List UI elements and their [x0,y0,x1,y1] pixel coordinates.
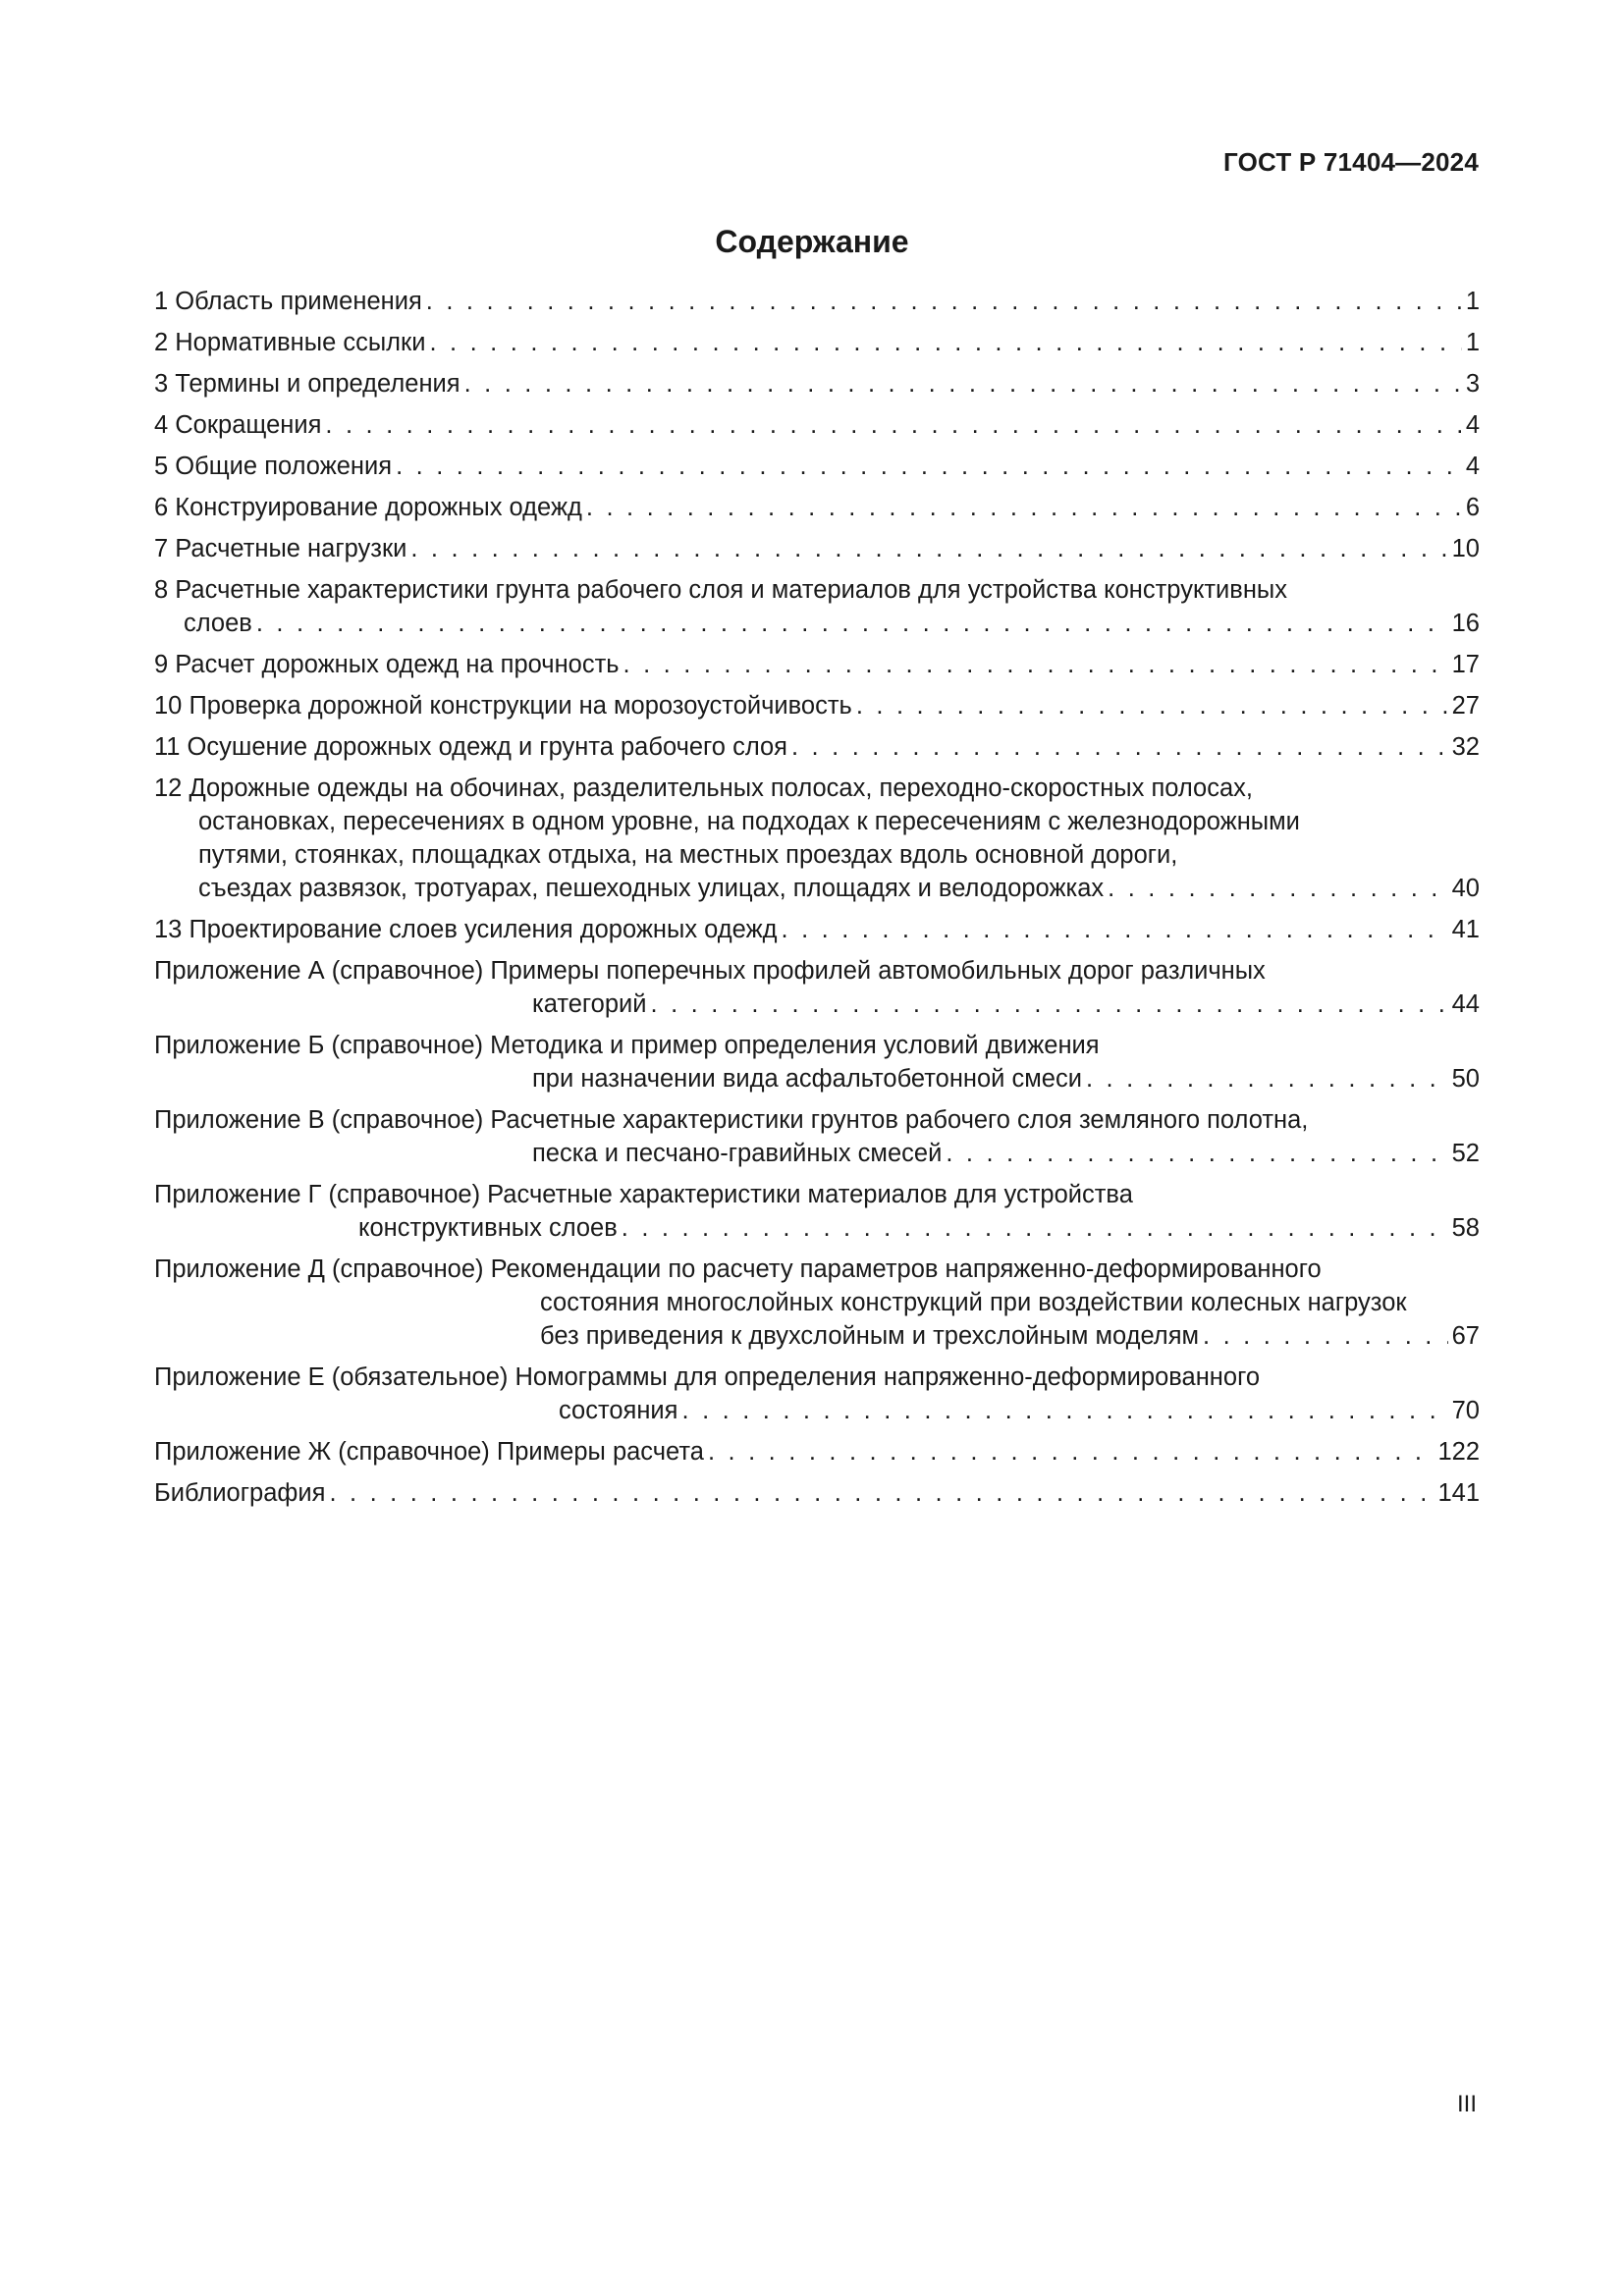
toc-entry[interactable] [154,573,1480,640]
toc-entry-line [154,285,1480,318]
toc-page-number: 17 [1451,651,1480,678]
document-code: ГОСТ Р 71404—2024 [1223,147,1479,177]
toc-title: Содержание [715,224,909,259]
dot-leader [1086,1062,1448,1095]
toc-page-number: 1 [1465,288,1480,315]
toc-page-number: 122 [1437,1438,1480,1466]
toc-entry[interactable] [154,954,1480,1021]
toc-entry-line [154,326,1480,359]
toc-page-number: 41 [1451,916,1480,943]
dot-leader [426,285,1462,318]
page-number: III [1456,2091,1477,2117]
toc-entry[interactable] [154,689,1480,722]
toc-entry-text: конструктивных слоев [358,1214,618,1242]
toc-entry[interactable] [154,450,1480,483]
toc-entry[interactable] [154,730,1480,764]
toc-entry[interactable] [154,1253,1480,1353]
toc-page-number: 52 [1451,1140,1480,1167]
toc-page-number: 1 [1465,329,1480,356]
toc-page-number: 44 [1451,990,1480,1018]
toc-entry-line [154,1319,1480,1353]
toc-entry[interactable] [154,913,1480,946]
toc-entry-text: Библиография [154,1479,326,1507]
toc-entry-line [154,1178,1480,1211]
toc-page-number: 40 [1451,875,1480,902]
toc-entry[interactable] [154,1361,1480,1427]
toc-page-number: 50 [1451,1065,1480,1093]
toc-entry-text: Приложение В (справочное) Расчетные характеристики грунтов рабочего слоя земляного полотна, [154,1106,1309,1134]
toc-entry-text: песка и песчано-гравийных смесей [532,1140,943,1167]
toc-entry-line [154,408,1480,442]
toc-entry-text: 9 Расчет дорожных одежд на прочность [154,651,620,678]
toc-entry-line [154,772,1480,805]
toc-entry-text: 12 Дорожные одежды на обочинах, разделительных полосах, переходно-скоростных полосах, [154,774,1253,802]
toc-entry-line [154,450,1480,483]
toc-page-number: 32 [1451,733,1480,761]
toc-entry-text: 10 Проверка дорожной конструкции на морозоустойчивость [154,692,852,720]
toc-entry-text: Приложение Д (справочное) Рекомендации по расчету параметров напряженно-деформированного [154,1255,1322,1283]
toc-entry-text: 3 Термины и определения [154,370,460,398]
toc-entry-line [154,1286,1480,1319]
dot-leader [329,1476,1434,1510]
toc-entry-text: Приложение Е (обязательное) Номограммы для определения напряженно-деформированного [154,1363,1260,1391]
toc-entry-line [154,491,1480,524]
toc-entry-line [154,988,1480,1021]
toc-page-number: 10 [1451,535,1480,562]
toc-entry-text: 6 Конструирование дорожных одежд [154,494,582,521]
toc-entry-line [154,1253,1480,1286]
dot-leader [1203,1319,1448,1353]
dot-leader [429,326,1461,359]
toc-entry[interactable] [154,326,1480,359]
toc-entry-line [154,1137,1480,1170]
toc-entry[interactable] [154,408,1480,442]
toc-entry-line [154,1361,1480,1394]
toc-entry-text: при назначении вида асфальтобетонной смеси [532,1065,1082,1093]
toc-entry-text: остановках, пересечениях в одном уровне, на подходах к пересечениям с железнодорожными [198,808,1300,835]
toc-entry-text: 2 Нормативные ссылки [154,329,426,356]
toc-entry-line [154,838,1480,872]
toc-page-number: 67 [1451,1322,1480,1350]
dot-leader [396,450,1462,483]
dot-leader [946,1137,1447,1170]
toc-entry[interactable] [154,285,1480,318]
toc-entry-text: 13 Проектирование слоев усиления дорожных одежд [154,916,778,943]
dot-leader [622,1211,1448,1245]
dot-leader [651,988,1448,1021]
dot-leader [464,367,1462,400]
toc-entry-line [154,1211,1480,1245]
toc-entry-text: категорий [532,990,647,1018]
toc-page-number: 58 [1451,1214,1480,1242]
dot-leader [586,491,1462,524]
dot-leader [256,607,1448,640]
toc-entry[interactable] [154,367,1480,400]
toc-entry-line [154,1062,1480,1095]
toc-entry-line [154,689,1480,722]
toc-page-number: 70 [1451,1397,1480,1424]
dot-leader [708,1435,1434,1468]
toc-entry-text: без приведения к двухслойным и трехслойным моделям [540,1322,1200,1350]
toc-entry-line [154,1435,1480,1468]
toc-entry[interactable] [154,1103,1480,1170]
toc-entry-text: 1 Область применения [154,288,422,315]
toc-page-number: 27 [1451,692,1480,720]
toc-entry-line [154,1394,1480,1427]
dot-leader [682,1394,1448,1427]
dot-leader [791,730,1448,764]
toc-page-number: 3 [1465,370,1480,398]
toc-page-number: 141 [1437,1479,1480,1507]
toc-entry-line [154,648,1480,681]
toc-entry[interactable] [154,1029,1480,1095]
toc-entry-line [154,1476,1480,1510]
toc-entry-line [154,805,1480,838]
dot-leader [623,648,1448,681]
toc-entry[interactable] [154,1178,1480,1245]
toc-entry-text: путями, стоянках, площадках отдыха, на местных проездах вдоль основной дороги, [198,841,1178,869]
toc-entry-text: 4 Сокращения [154,411,322,439]
dot-leader [856,689,1448,722]
toc-entry-line [154,872,1480,905]
toc-page-number: 16 [1451,610,1480,637]
toc-page-number: 4 [1465,411,1480,439]
toc-entry-line [154,573,1480,607]
toc-page-number: 6 [1465,494,1480,521]
toc-entry-line [154,1029,1480,1062]
toc-entry-line [154,367,1480,400]
toc-entry[interactable] [154,1476,1480,1510]
toc-entry-text: Приложение Б (справочное) Методика и пример определения условий движения [154,1032,1100,1059]
toc-entry-text: состояния [559,1397,678,1424]
toc-entry[interactable] [154,1435,1480,1468]
toc-entry-line [154,954,1480,988]
toc-entry-text: 5 Общие положения [154,453,393,480]
toc-entry-line [154,607,1480,640]
toc-entry-text: 7 Расчетные нагрузки [154,535,407,562]
dot-leader [1108,872,1447,905]
dot-leader [782,913,1448,946]
toc-entry-line [154,913,1480,946]
toc-entry-text: состояния многослойных конструкций при воздействии колесных нагрузок [540,1289,1407,1316]
toc-entry-text: 11 Осушение дорожных одежд и грунта рабочего слоя [154,733,787,761]
toc-entry-text: слоев [184,610,252,637]
toc-entry-line [154,532,1480,565]
toc-entry-text: съездах развязок, тротуарах, пешеходных улицах, площадях и велодорожках [198,875,1105,902]
toc-entry[interactable] [154,648,1480,681]
toc-entry-line [154,730,1480,764]
toc-entry[interactable] [154,491,1480,524]
toc-page-number: 4 [1465,453,1480,480]
table-of-contents [154,285,1480,1518]
dot-leader [325,408,1461,442]
toc-entry-text: 8 Расчетные характеристики грунта рабочего слоя и материалов для устройства конструктивных [154,576,1288,604]
toc-entry-line [154,1103,1480,1137]
toc-entry[interactable] [154,532,1480,565]
toc-entry[interactable] [154,772,1480,905]
toc-entry-text: Приложение Г (справочное) Расчетные характеристики материалов для устройства [154,1181,1133,1208]
toc-entry-text: Приложение Ж (справочное) Примеры расчета [154,1438,704,1466]
dot-leader [410,532,1447,565]
toc-entry-text: Приложение А (справочное) Примеры поперечных профилей автомобильных дорог различных [154,957,1266,985]
